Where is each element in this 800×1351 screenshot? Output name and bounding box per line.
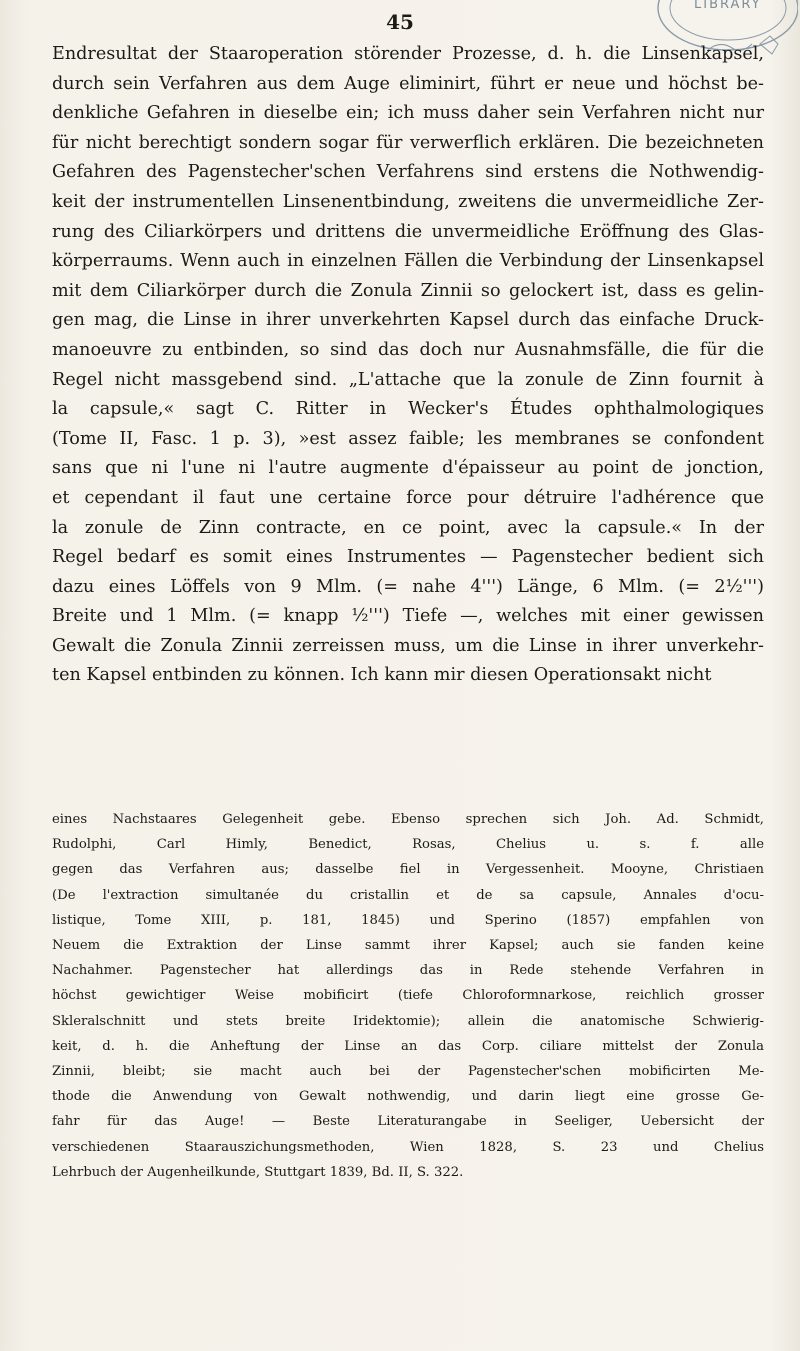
text-line: ten Kapsel entbinden zu können. Ich kann mir diesen Operationsakt nicht <box>52 665 712 686</box>
text-line: mit dem Ciliarkörper durch die Zonula Zinnii so gelockert ist, dass es gelin- <box>52 280 764 301</box>
footnote-line: Nachahmer. Pagenstecher hat allerdings das in Rede stehende Verfahren in <box>52 963 764 979</box>
text-line: rung des Ciliarkörpers und drittens die unvermeidliche Eröffnung des Glas- <box>52 221 764 242</box>
text-line: Regel bedarf es somit eines Instrumentes — Pagenstecher bedient sich <box>52 547 764 568</box>
text-line: denkliche Gefahren in dieselbe ein; ich muss daher sein Verfahren nicht nur <box>52 103 764 124</box>
footnote-line: Skleralschnitt und stets breite Iridektomie); allein die anatomische Schwierig- <box>52 1013 764 1029</box>
text-line: manoeuvre zu entbinden, so sind das doch nur Ausnahmsfälle, die für die <box>52 339 764 360</box>
text-line: Breite und 1 Mlm. (= knapp ½''') Tiefe —, welches mit einer gewissen <box>52 606 764 627</box>
footnote-line: Rudolphi, Carl Himly, Benedict, Rosas, Chelius u. s. f. alle <box>52 837 764 853</box>
footnote-line: thode die Anwendung von Gewalt nothwendig, und darin liegt eine grosse Ge- <box>52 1089 764 1105</box>
page-number: 45 <box>386 10 414 34</box>
text-line: Gewalt die Zonula Zinnii zerreissen muss, um die Linse in ihrer unverkehr- <box>52 635 764 656</box>
footnote-line: (De l'extraction simultanée du cristallin et de sa capsule, Annales d'ocu- <box>52 887 764 903</box>
footnote-line: listique, Tome XIII, p. 181, 1845) und Sperino (1857) empfahlen von <box>52 912 764 928</box>
text-line: la zonule de Zinn contracte, en ce point, avec la capsule.« In der <box>52 517 764 538</box>
text-line: durch sein Verfahren aus dem Auge eliminirt, führt er neue und höchst be- <box>52 73 764 94</box>
text-line: körperraums. Wenn auch in einzelnen Fällen die Verbindung der Linsenkapsel <box>52 251 764 272</box>
text-line: Gefahren des Pagenstecher'schen Verfahrens sind erstens die Nothwendig- <box>52 162 764 183</box>
footnote-line: fahr für das Auge! — Beste Literaturangabe in Seeliger, Uebersicht der <box>52 1114 764 1130</box>
text-line: la capsule,« sagt C. Ritter in Wecker's Études ophthalmologiques <box>52 399 764 420</box>
main-text <box>52 40 764 691</box>
text-line: für nicht berechtigt sondern sogar für verwerflich erklären. Die bezeichneten <box>52 132 764 153</box>
text-line: dazu eines Löffels von 9 Mlm. (= nahe 4''') Länge, 6 Mlm. (= 2½''') <box>52 576 764 597</box>
text-line: sans que ni l'une ni l'autre augmente d'épaisseur au point de jonction, <box>52 458 764 479</box>
text-line: gen mag, die Linse in ihrer unverkehrten Kapsel durch das einfache Druck- <box>52 310 764 331</box>
footnote <box>52 807 764 1185</box>
footnote-line: keit, d. h. die Anheftung der Linse an das Corp. ciliare mittelst der Zonula <box>52 1038 764 1054</box>
footnote-line: gegen das Verfahren aus; dasselbe fiel in Vergessenheit. Mooyne, Christiaen <box>52 862 764 878</box>
footnote-line: verschiedenen Staarauszichungsmethoden, Wien 1828, S. 23 und Chelius <box>52 1139 764 1155</box>
text-line: et cependant il faut une certaine force pour détruire l'adhérence que <box>52 487 764 508</box>
text-line: (Tome II, Fasc. 1 p. 3), »est assez faible; les membranes se confondent <box>52 428 764 449</box>
footnote-line: Neuem die Extraktion der Linse sammt ihrer Kapsel; auch sie fanden keine <box>52 938 764 954</box>
footnote-line: Zinnii, bleibt; sie macht auch bei der Pagenstecher'schen mobificirten Me- <box>52 1064 764 1080</box>
text-line: Endresultat der Staaroperation störender Prozesse, d. h. die Linsenkapsel, <box>52 44 764 64</box>
svg-text:LIBRARY: LIBRARY <box>694 0 762 12</box>
footnote-line: höchst gewichtiger Weise mobificirt (tiefe Chloroformnarkose, reichlich grosser <box>52 988 764 1004</box>
footnote-line: eines Nachstaares Gelegenheit gebe. Ebenso sprechen sich Joh. Ad. Schmidt, <box>52 812 764 827</box>
text-line: Regel nicht massgebend sind. „L'attache que la zonule de Zinn fournit à <box>52 369 764 390</box>
text-line: keit der instrumentellen Linsenentbindung, zweitens die unvermeidliche Zer- <box>52 191 764 212</box>
footnote-line: Lehrbuch der Augenheilkunde, Stuttgart 1839, Bd. II, S. 322. <box>52 1164 464 1180</box>
